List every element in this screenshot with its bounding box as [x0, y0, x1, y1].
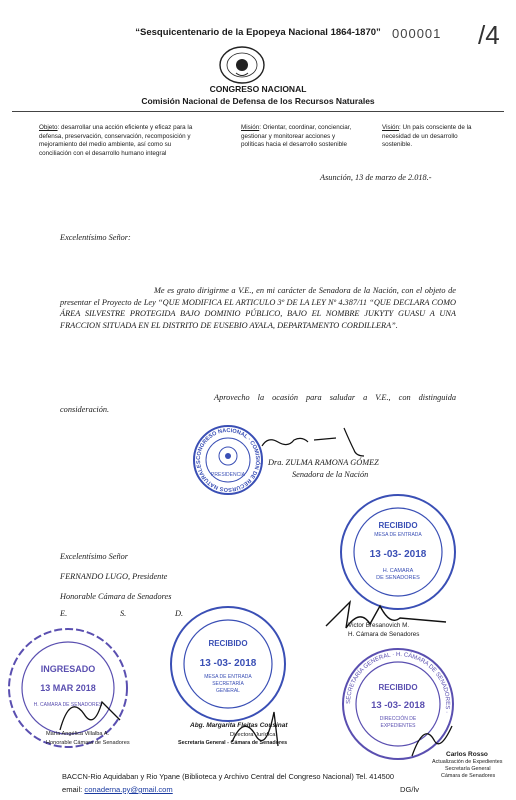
vision-block — [382, 124, 472, 150]
recipient-d: D. — [175, 609, 184, 618]
rosso-title3: Cámara de Senadores — [441, 773, 496, 779]
letter-date: Asunción, 13 de marzo de 2.018.- — [320, 173, 432, 182]
objetivo-block — [39, 124, 199, 158]
recipient-s: S. — [120, 609, 127, 618]
footer-email-link[interactable]: conaderna.py@gmail.com — [84, 785, 173, 794]
mesa-stamp-bottom1: H. CAMARA — [382, 568, 414, 574]
congress-crest-icon — [215, 45, 269, 85]
ingresado-stamp-date: 13 MAR 2018 — [40, 683, 96, 693]
mesa-stamp-title: RECIBIDO — [378, 521, 418, 530]
juridica-stamp-b3: GENERAL — [216, 688, 240, 694]
ingresado-stamp-bottom: H. CAMARA DE SENADORES — [33, 702, 103, 708]
juridica-stamp-b2: SECRETARÍA — [212, 681, 244, 687]
bresanovich-org: H. Cámara de Senadores — [348, 631, 420, 638]
signature-cousinat — [226, 706, 296, 756]
mesa-stamp-bottom2: DE SENADORES — [376, 575, 420, 581]
secretaria-stamp-date: 13 -03- 2018 — [371, 700, 425, 711]
objetivo-text: : desarrollar una acción eficiente y eficaz para la defensa, preservación, conservación, recomposición y mejoramiento del medio ambiente, así como su conciliación con el desarrollo humano integral — [39, 124, 193, 157]
recipient-name: FERNANDO LUGO, Presidente — [60, 572, 168, 581]
signature-villalba — [50, 690, 140, 734]
mesa-stamp-date: 13 -03- 2018 — [369, 549, 427, 560]
congreso-stamp-ring: CONGRESO NACIONAL · COMISIÓN DE RECURSOS NATURALES — [195, 427, 261, 493]
mision-text: : Orientar, coordinar, concienciar, gestionar y monitorear acciones y políticas hacia el desarrollo sostenible — [241, 124, 352, 149]
header-title: “Sesquicentenario de la Epopeya Nacional 1864-1870” — [135, 27, 381, 38]
recipient-org: Honorable Cámara de Senadores — [60, 592, 172, 601]
cousinat-name: Abg. Margarita Fleitas Cousinat — [190, 722, 288, 729]
footer-email-label: email: — [62, 785, 83, 794]
vision-text: : Un país consciente de la necesidad de un desarrollo sostenible. — [382, 124, 472, 149]
secretaria-stamp-b2: EXPEDIENTES — [380, 723, 416, 729]
congreso-stamp — [192, 424, 264, 496]
rosso-name: Carlos Rosso — [446, 751, 488, 758]
mision-block — [241, 124, 359, 150]
juridica-stamp-b1: MESA DE ENTRADA — [204, 674, 252, 680]
bresanovich-name: Victor Bresanovich M. — [348, 622, 410, 629]
objetivo-label: Objeto — [39, 124, 58, 131]
vision-label: Visión — [382, 124, 400, 131]
header-divider — [12, 111, 504, 112]
signer-title: Senadora de la Nación — [292, 470, 369, 479]
letter-body: Me es grato dirigirme a V.E., en mi carácter de Senadora de la Nación, con el objeto de presentar el Proyecto de Ley “QUE MODIFICA EL ARTICULO 3º DE LA LEY Nº 4.387/11 “QUE DECLARA COMO ÁREA SILVESTRE PROTEGIDA BAJO DOMINIO PÚBLICO, BAJO EL NOMBRE JUKYTY GUASU A UNA FRACCION SITUADA EN EL DISTRITO DE EUSEBIO AYALA, DEPARTAMENTO CORDILLERA”. — [60, 286, 456, 330]
folio-mark: /4 — [478, 20, 500, 50]
rosso-title1: Actualización de Expedientes — [432, 759, 503, 765]
juridica-stamp-date: 13 -03- 2018 — [199, 658, 257, 669]
villalba-org: Honorable Cámara de Senadores — [46, 740, 130, 746]
rosso-title2: Secretaría General — [445, 766, 491, 772]
commission-name: Comisión Nacional de Defensa de los Recursos Naturales — [141, 96, 375, 106]
page-number: 000001 — [392, 26, 442, 41]
recipient-e: E. — [60, 609, 68, 618]
mesa-stamp-sub: MESA DE ENTRADA — [374, 532, 422, 538]
footer-initials: DG/lv — [400, 785, 419, 794]
secretaria-stamp-b1: DIRECCIÓN DE — [379, 716, 417, 722]
recipient-salutation: Excelentísimo Señor — [60, 552, 128, 561]
cousinat-title: Directora Jurídica — [230, 732, 276, 738]
juridica-stamp-title: RECIBIDO — [208, 639, 248, 648]
ingresado-stamp-title: INGRESADO — [40, 664, 96, 674]
villalba-name: María Angélica Villalba A. — [46, 731, 110, 737]
congreso-stamp-center: PRESIDENCIA — [211, 472, 245, 478]
mesa-entrada-stamp — [338, 492, 458, 612]
letter-closing: Aprovecho la ocasión para saludar a V.E., con distinguida consideración. — [60, 393, 456, 414]
mision-label: Misión — [241, 124, 260, 131]
institution-name: CONGRESO NACIONAL — [209, 84, 307, 94]
letter-salutation: Excelentísimo Señor: — [60, 233, 131, 242]
cousinat-org: Secretaría General - Cámara de Senadores — [178, 740, 288, 746]
footer-email-row — [62, 785, 173, 794]
secretaria-stamp-title: RECIBIDO — [378, 683, 418, 692]
signer-name: Dra. ZULMA RAMONA GÓMEZ — [268, 458, 379, 467]
footer-address: BACCN-Rio Aquidaban y Rio Ypane (Biblioteca y Archivo Central del Congreso Nacional) Tel. 414500 — [62, 772, 394, 781]
secretaria-stamp-ring: SECRETARÍA GENERAL · H. CÁMARA DE SENADORES · — [345, 651, 451, 714]
